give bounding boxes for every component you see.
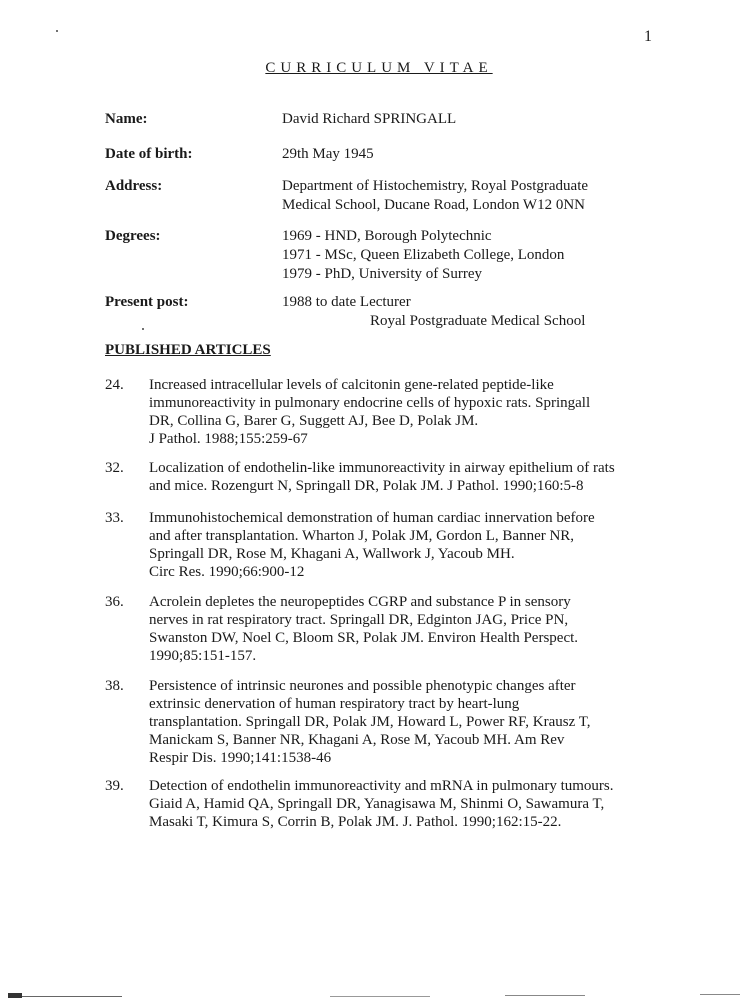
article-line: Springall DR, Rose M, Khagani A, Wallwork J, Yacoub MH. [149,546,515,562]
article-line: J Pathol. 1988;155:259-67 [149,431,308,447]
article-text [149,509,669,581]
value-line: 29th May 1945 [282,146,374,162]
field-label: Present post: [105,294,189,310]
article-line: Swanston DW, Noel C, Bloom SR, Polak JM. Environ Health Perspect. [149,630,579,646]
article-number: 36. [105,594,124,610]
article-number: 24. [105,377,124,393]
article-number: 33. [105,510,124,526]
value-line: 1979 - PhD, University of Surrey [282,266,482,282]
scan-line [330,996,430,997]
value-line: 1969 - HND, Borough Polytechnic [282,228,492,244]
article-line: Detection of endothelin immunoreactivity and mRNA in pulmonary tumours. [149,778,614,794]
article-line: and after transplantation. Wharton J, Polak JM, Gordon L, Banner NR, [149,528,575,544]
field-value [282,110,642,129]
article-line: DR, Collina G, Barer G, Suggett AJ, Bee D, Polak JM. [149,413,479,429]
value-line: David Richard SPRINGALL [282,111,457,127]
field-value [282,177,642,215]
scan-mark [8,993,22,998]
value-line: Department of Histochemistry, Royal Postgraduate [282,178,589,194]
article-line: Localization of endothelin-like immunoreactivity in airway epithelium of rats [149,460,615,476]
article-number: 39. [105,778,124,794]
field-value [282,227,642,284]
article-line: Circ Res. 1990;66:900-12 [149,564,305,580]
field-label: Date of birth: [105,146,193,162]
value-line: Royal Postgraduate Medical School [370,313,586,329]
article-line: Immunohistochemical demonstration of human cardiac innervation before [149,510,595,526]
value-line: 1988 to date Lecturer [282,294,411,310]
article-number: 38. [105,678,124,694]
article-text [149,677,669,767]
article-number: 32. [105,460,124,476]
article-text [149,376,669,448]
article-line: Manickam S, Banner NR, Khagani A, Rose M, Yacoub MH. Am Rev [149,732,565,748]
scan-line [505,995,585,996]
scan-line [700,994,740,995]
article-line: and mice. Rozengurt N, Springall DR, Polak JM. J Pathol. 1990;160:5-8 [149,478,584,494]
page-number: 1 [644,28,652,45]
article-line: Masaki T, Kimura S, Corrin B, Polak JM. J. Pathol. 1990;162:15-22. [149,814,562,830]
article-text [149,459,669,495]
field-label: Name: [105,111,148,127]
document-title: CURRICULUM VITAE [265,60,493,76]
article-line: immunoreactivity in pulmonary endocrine cells of hypoxic rats. Springall [149,395,591,411]
article-line: nerves in rat respiratory tract. Springall DR, Edginton JAG, Price PN, [149,612,569,628]
value-line: Medical School, Ducane Road, London W12 0NN [282,197,585,213]
scan-line [22,996,122,997]
article-line: extrinsic denervation of human respiratory tract by heart-lung [149,696,520,712]
value-line: 1971 - MSc, Queen Elizabeth College, London [282,247,565,263]
article-line: Giaid A, Hamid QA, Springall DR, Yanagisawa M, Shinmi O, Sawamura T, [149,796,605,812]
article-line: transplantation. Springall DR, Polak JM, Howard L, Power RF, Krausz T, [149,714,591,730]
article-line: Acrolein depletes the neuropeptides CGRP and substance P in sensory [149,594,571,610]
scan-dot [56,30,58,32]
field-label: Degrees: [105,228,161,244]
section-heading: PUBLISHED ARTICLES [105,342,271,358]
field-value [282,293,642,331]
article-line: Increased intracellular levels of calcitonin gene-related peptide-like [149,377,554,393]
scan-dot [142,328,144,330]
article-line: Respir Dis. 1990;141:1538-46 [149,750,332,766]
field-label: Address: [105,178,163,194]
article-line: 1990;85:151-157. [149,648,257,664]
article-text [149,593,669,665]
article-text [149,777,669,831]
field-value [282,145,642,164]
article-line: Persistence of intrinsic neurones and possible phenotypic changes after [149,678,576,694]
